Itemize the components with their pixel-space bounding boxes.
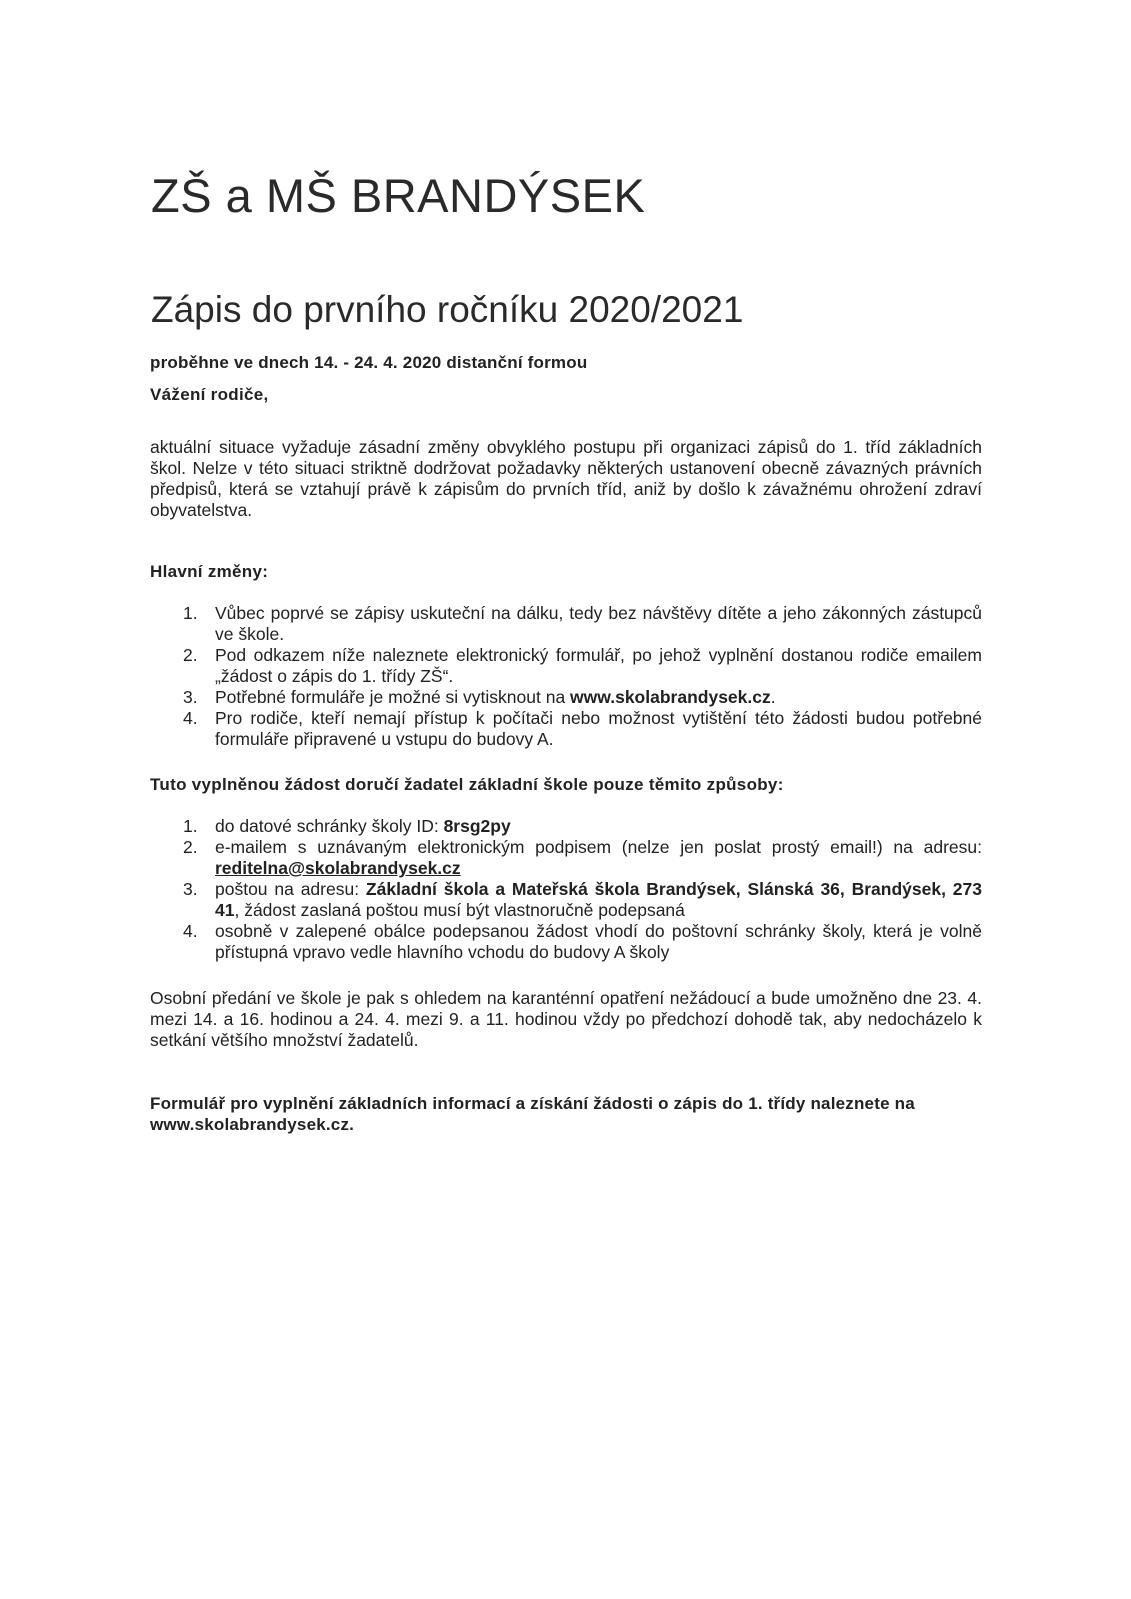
document-body bbox=[150, 352, 982, 1135]
changes-list bbox=[150, 603, 982, 750]
list-item bbox=[150, 603, 982, 645]
list-number: 2. bbox=[183, 837, 198, 857]
list-text: poštou na adresu: bbox=[215, 879, 366, 899]
list-item bbox=[150, 879, 982, 921]
list-number: 1. bbox=[183, 603, 198, 623]
page-title: Zápis do prvního ročníku 2020/2021 bbox=[151, 289, 744, 330]
delivery-list bbox=[150, 816, 982, 963]
list-number: 1. bbox=[183, 816, 198, 836]
greeting: Vážení rodiče, bbox=[150, 385, 269, 404]
list-text-end: . bbox=[770, 687, 776, 707]
list-item bbox=[150, 708, 982, 750]
list-text: Pro rodiče, kteří nemají přístup k počítači nebo možnost vytištění této žádosti budou potřebné formuláře připravené u vstupu do budovy A. bbox=[215, 708, 982, 749]
list-item bbox=[150, 921, 982, 963]
list-text: e-mailem s uznávaným elektronickým podpisem (nelze jen poslat prostý email!) na adresu: bbox=[215, 837, 982, 857]
school-name: ZŠ a MŠ BRANDÝSEK bbox=[151, 169, 646, 222]
enrollment-dates: proběhne ve dnech 14. - 24. 4. 2020 distanční formou bbox=[150, 353, 588, 372]
list-number: 2. bbox=[183, 645, 198, 665]
list-text: Pod odkazem níže naleznete elektronický formulář, po jehož vyplnění dostanou rodiče emailem „žádost o zápis do 1. třídy ZŠ“. bbox=[215, 645, 982, 686]
postal-address: Základní škola a Mateřská škola Brandýsek, Slánská 36, Brandýsek, 273 41 bbox=[215, 879, 983, 920]
list-item bbox=[150, 645, 982, 687]
list-item bbox=[150, 816, 982, 837]
intro-paragraph: aktuální situace vyžaduje zásadní změny obvyklého postupu při organizaci zápisů do 1. tříd základních škol. Nelze v této situaci striktně dodržovat požadavky některých ustanovení obecně závazných právních předpisů, která se vztahují právě k zápisům do prvních tříd, aniž by došlo k závažnému ohrožení zdraví obyvatelstva. bbox=[150, 437, 982, 520]
list-number: 3. bbox=[183, 879, 198, 899]
data-box-id: 8rsg2py bbox=[443, 816, 511, 836]
list-text: do datové schránky školy ID: bbox=[215, 816, 444, 836]
list-item bbox=[150, 837, 982, 879]
list-number: 3. bbox=[183, 687, 198, 707]
list-text-end: , žádost zaslaná poštou musí být vlastnoručně podepsaná bbox=[234, 900, 685, 920]
delivery-heading: Tuto vyplněnou žádost doručí žadatel základní škole pouze těmito způsoby: bbox=[150, 775, 784, 794]
list-text: Vůbec poprvé se zápisy uskuteční na dálku, tedy bez návštěvy dítěte a jeho zákonných zástupců ve škole. bbox=[215, 603, 982, 644]
form-info-note: Formulář pro vyplnění základních informací a získání žádosti o zápis do 1. třídy naleznete na www.skolabrandysek.cz. bbox=[150, 1094, 915, 1134]
list-number: 4. bbox=[183, 921, 198, 941]
list-text: Potřebné formuláře je možné si vytisknout na bbox=[215, 687, 571, 707]
list-item bbox=[150, 687, 982, 708]
list-number: 4. bbox=[183, 708, 198, 728]
website-link[interactable]: www.skolabrandysek.cz bbox=[570, 687, 771, 707]
list-text: osobně v zalepené obálce podepsanou žádost vhodí do poštovní schránky školy, která je volně přístupná vpravo vedle hlavního vchodu do budovy A školy bbox=[215, 921, 982, 962]
changes-heading: Hlavní změny: bbox=[150, 562, 269, 581]
personal-handover-paragraph: Osobní předání ve škole je pak s ohledem na karanténní opatření nežádoucí a bude umožněno dne 23. 4. mezi 14. a 16. hodinou a 24. 4. mezi 9. a 11. hodinou vždy po předchozí dohodě tak, aby nedocházelo k setkání většího množství žadatelů. bbox=[150, 988, 982, 1050]
email-link[interactable]: reditelna@skolabrandysek.cz bbox=[215, 858, 461, 878]
